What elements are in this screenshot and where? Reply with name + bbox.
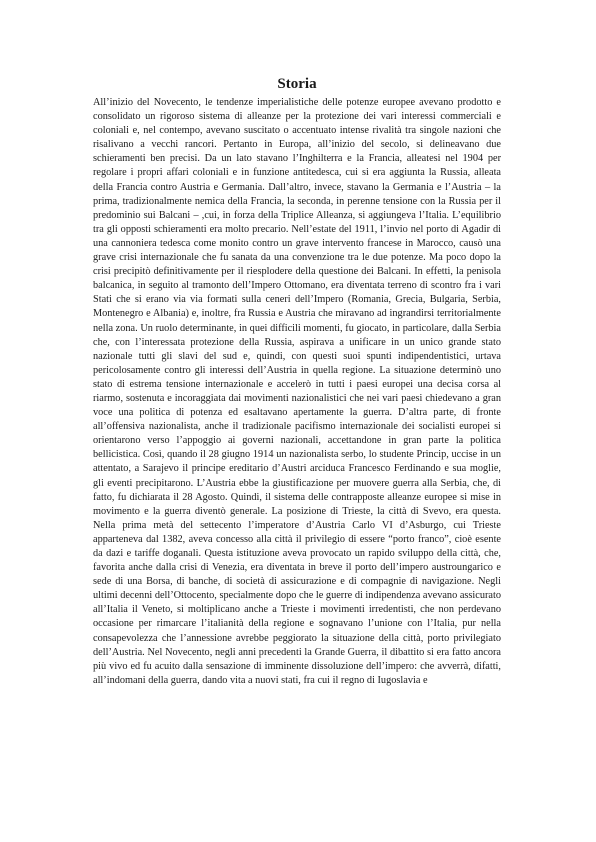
document-page xyxy=(93,75,501,688)
body-paragraph: All’inizio del Novecento, le tendenze imperialistiche delle potenze europee avevano prodotto e consolidato un rigoroso sistema di alleanze per la protezione dei vari interessi commerciali e coloniali e, nel contempo, avevano suscitato o accentuato intense rivalità tra singole nazioni che risalivano a vecchi rancori. Pertanto in Europa, all’inizio del secolo, si delineavano due schieramenti ben precisi. Da un lato stavano l’Inghilterra e la Francia, alleatesi nel 1904 per regolare i propri affari coloniali e in funzione antitedesca, cui si era aggiunta la Russia, alleata della Francia contro Austria e Germania. Dall’altro, invece, stavano la Germania e l’Austria – la prima, tradizionalmente nemica della Francia, la seconda, in perenne tensione con la Russia per il predominio sui Balcani – ,cui, in forza della Triplice Alleanza, si aggiungeva l’Italia. L’equilibrio tra gli opposti schieramenti era molto precario. Nell’estate del 1911, l’invio nel porto di Agadir di una cannoniera tedesca come monito contro un grave intervento francese in Marocco, causò una grave crisi internazionale che fu sanata da una convenzione tra le due potenze. Ma poco dopo la crisi precipitò definitivamente per il riesplodere della questione dei Balcani. In effetti, la penisola balcanica, in seguito al tramonto dell’Impero Ottomano, era diventata terreno di scontro fra i vari Stati che si erano via via formati sulla ceneri dell’Impero (Romania, Grecia, Bulgaria, Serbia, Montenegro e Albania) e, inoltre, fra Russia e Austria che miravano ad ingrandirsi territorialmente nella zona. Un ruolo determinante, in quei difficili momenti, fu giocato, in particolare, dalla Serbia che, con l’interessata protezione della Russia, aspirava a unificare in un unico grande stato nazionale tutti gli slavi del sud e, quindi, con questi suoi spunti indipendentistici, urtava pericolosamente contro gli interessi dell’Austria in quella regione. La situazione determinò uno stato di estrema tensione internazionale e accelerò in tutti i paesi europei una decisa corsa al riarmo, sostenuta e incoraggiata dai movimenti nazionalistici che nei vari paesi chiedevano a gran voce una politica di potenza ed esaltavano apertamente la guerra. D’altra parte, di fronte all’offensiva nazionalista, anche il tradizionale pacifismo internazionale dei socialisti europei si orientarono verso l’appoggio ai governi nazionali, accettandone in gran parte la politica bellicistica. Così, quando il 28 giugno 1914 un nazionalista serbo, lo studente Princip, uccise in un attentato, a Sarajevo il principe ereditario d’Austri arciduca Francesco Ferdinando e sua moglie, gli eventi precipitarono. L’Austria ebbe la giustificazione per muovere guerra alla Serbia, che, di fatto, fu dichiarata il 28 Agosto. Quindi, il sistema delle contrapposte alleanze europee si mise in movimento e la guerra diventò generale. La posizione di Trieste, la città di Svevo, era questa. Nella prima metà del settecento l’imperatore d’Austria Carlo VI d’Asburgo, cui Trieste apparteneva dal 1382, aveva concesso alla città il privilegio di essere “porto franco”, cioè esente da dazi e tariffe doganali. Questa istituzione aveva provocato un rapido sviluppo della città, che, favorita anche dalla crisi di Venezia, era diventata in breve il porto dell’impero austroungarico e sede di una Borsa, di banche, di società di assicurazione e di compagnie di navigazione. Negli ultimi decenni dell’Ottocento, specialmente dopo che le guerre di indipendenza avevano assicurato all’Italia il Veneto, si moltiplicano anche a Trieste i movimenti irredentisti, che non perdevano occasione per rimarcare l’italianità della regione e sognavano l’unione con l’Italia, pur nella consapevolezza che l’annessione avrebbe peggiorato la situazione della città, porto privilegiato dell’Austria. Nel Novecento, negli anni precedenti la Grande Guerra, il dibattito si era fatto ancora più vivo ed fu acuito dalla sensazione di imminente dissoluzione dell’impero: che avverrà, difatti, all’indomani della guerra, dando vita a nuovi stati, fra cui il regno di Iugoslavia e xyxy=(93,97,501,686)
page-title: Storia xyxy=(277,76,317,92)
